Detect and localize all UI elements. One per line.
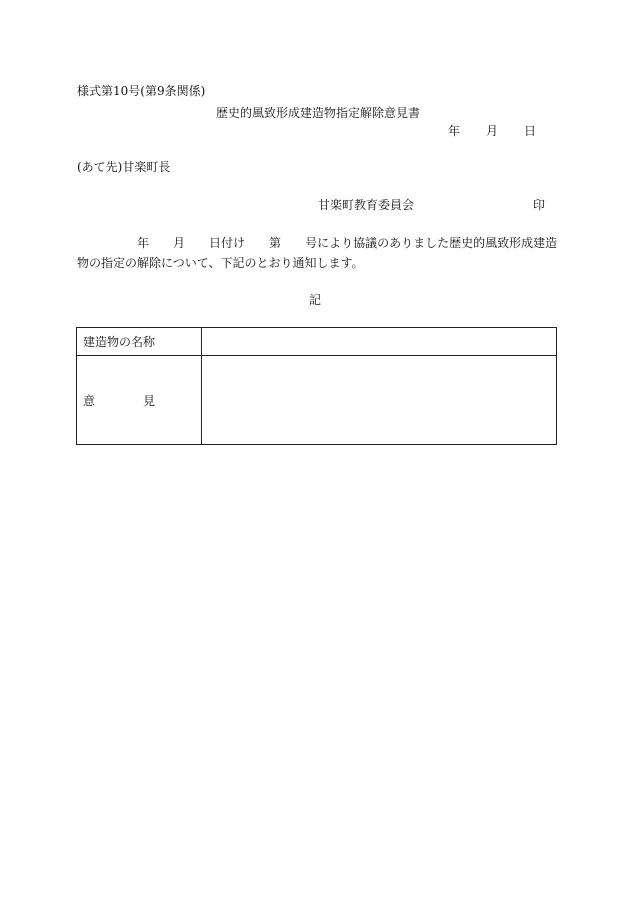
table-row-name [77,328,557,356]
sender: 甘楽町教育委員会 [318,198,415,212]
body-line-2: 物の指定の解除について、下記のとおり通知します。 [77,256,364,270]
opinion-label-2: 見 [143,393,156,408]
recipient: (あて先)甘楽町長 [77,160,171,174]
body-line-1 [137,236,557,250]
table-row-opinion [77,356,557,445]
opinion-value [202,356,557,445]
body-dai: 第 [269,236,282,250]
date-line [448,124,536,138]
ki-heading: 記 [309,293,322,307]
date-month: 月 [486,124,499,138]
body-year: 年 [137,236,150,250]
opinion-label-1: 意 [83,393,96,408]
body-month: 月 [173,236,186,250]
date-day: 日 [524,124,537,138]
body-dated: 日付け [209,236,246,250]
opinion-label [77,356,202,445]
date-year: 年 [448,124,461,138]
body-rest: 号により協議のありました歴史的風致形成建造 [305,236,558,250]
seal-mark: 印 [533,198,546,212]
info-table [76,327,557,445]
form-number: 様式第10号(第9条関係) [77,84,206,98]
building-name-label: 建造物の名称 [77,328,202,356]
building-name-value [202,328,557,356]
document-title: 歴史的風致形成建造物指定解除意見書 [216,106,421,120]
